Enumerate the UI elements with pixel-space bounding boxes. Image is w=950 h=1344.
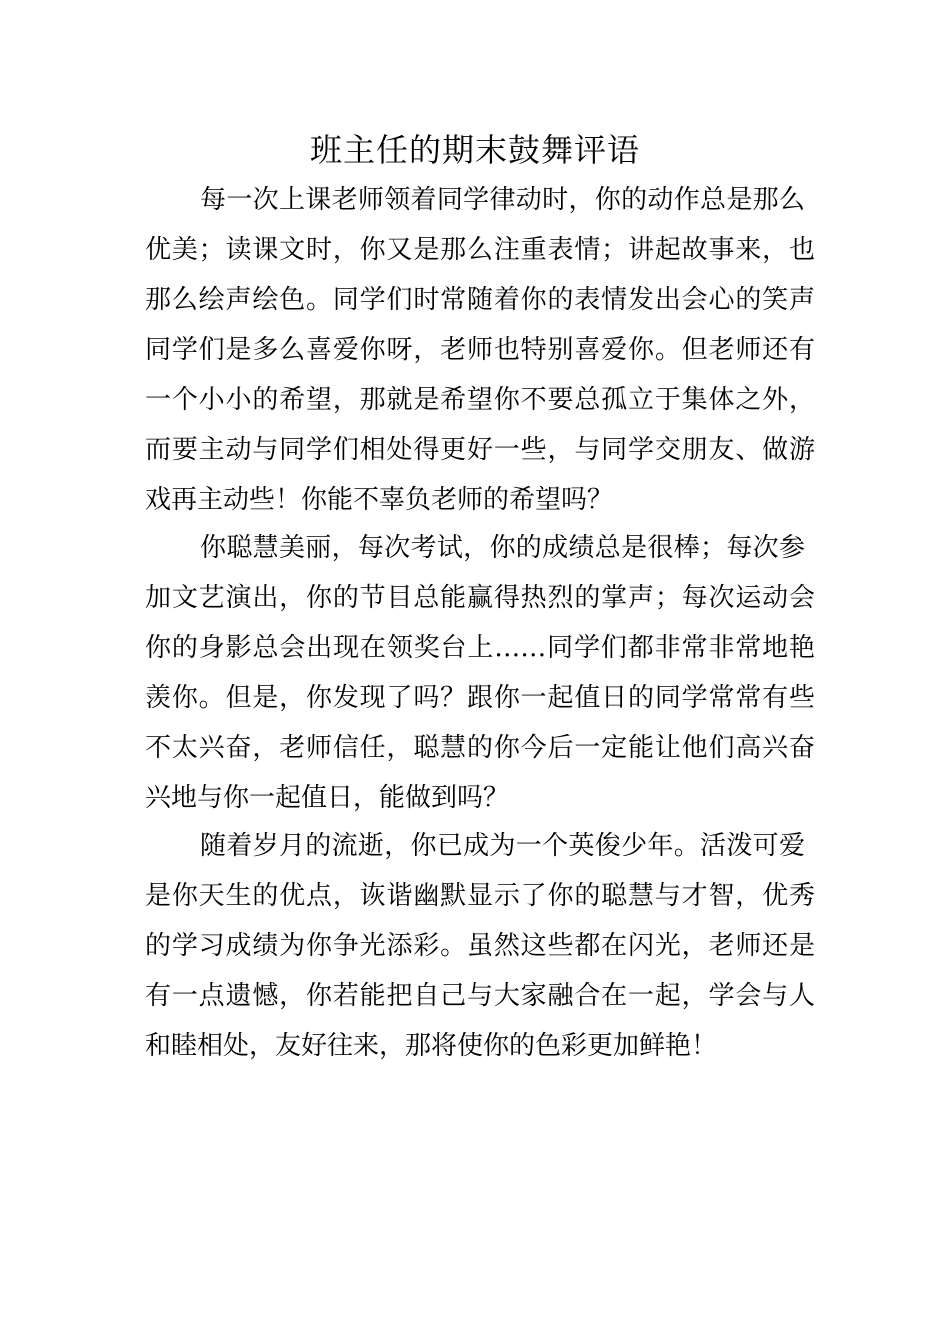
paragraph-line: 每一次上课老师领着同学律动时，你的动作总是那么 xyxy=(200,185,805,215)
paragraph-line: 你聪慧美丽，每次考试，你的成绩总是很棒；每次参 xyxy=(200,533,805,563)
paragraph-line: 随着岁月的流逝，你已成为一个英俊少年。活泼可爱 xyxy=(200,831,805,861)
paragraph-line: 戏再主动些！你能不辜负老师的希望吗？ xyxy=(145,485,614,515)
paragraph-line: 和睦相处，友好往来，那将使你的色彩更加鲜艳！ xyxy=(145,1031,718,1061)
paragraph-line: 羡你。但是，你发现了吗？跟你一起值日的同学常常有些 xyxy=(145,683,815,713)
paragraph-line: 同学们是多么喜爱你呀，老师也特别喜爱你。但老师还有 xyxy=(145,335,815,365)
paragraph-line: 有一点遗憾，你若能把自己与大家融合在一起，学会与人 xyxy=(145,981,815,1011)
paragraph-line: 你的身影总会出现在领奖台上……同学们都非常非常地艳 xyxy=(145,633,815,663)
paragraph-line: 是你天生的优点，诙谐幽默显示了你的聪慧与才智，优秀 xyxy=(145,881,815,911)
document-title: 班主任的期末鼓舞评语 xyxy=(309,131,640,169)
paragraph-line: 兴地与你一起值日，能做到吗？ xyxy=(145,783,510,813)
paragraph-line: 加文艺演出，你的节目总能赢得热烈的掌声；每次运动会 xyxy=(145,583,815,613)
paragraph-line: 那么绘声绘色。同学们时常随着你的表情发出会心的笑声 xyxy=(145,285,815,315)
paragraph-line: 不太兴奋，老师信任，聪慧的你今后一定能让他们高兴奋 xyxy=(145,733,815,763)
paragraph-line: 优美；读课文时，你又是那么注重表情；讲起故事来，也 xyxy=(145,235,815,265)
paragraph-line: 一个小小的希望，那就是希望你不要总孤立于集体之外， xyxy=(145,385,815,415)
paragraph-line: 的学习成绩为你争光添彩。虽然这些都在闪光，老师还是 xyxy=(145,931,815,961)
paragraph-line: 而要主动与同学们相处得更好一些，与同学交朋友、做游 xyxy=(145,435,815,465)
